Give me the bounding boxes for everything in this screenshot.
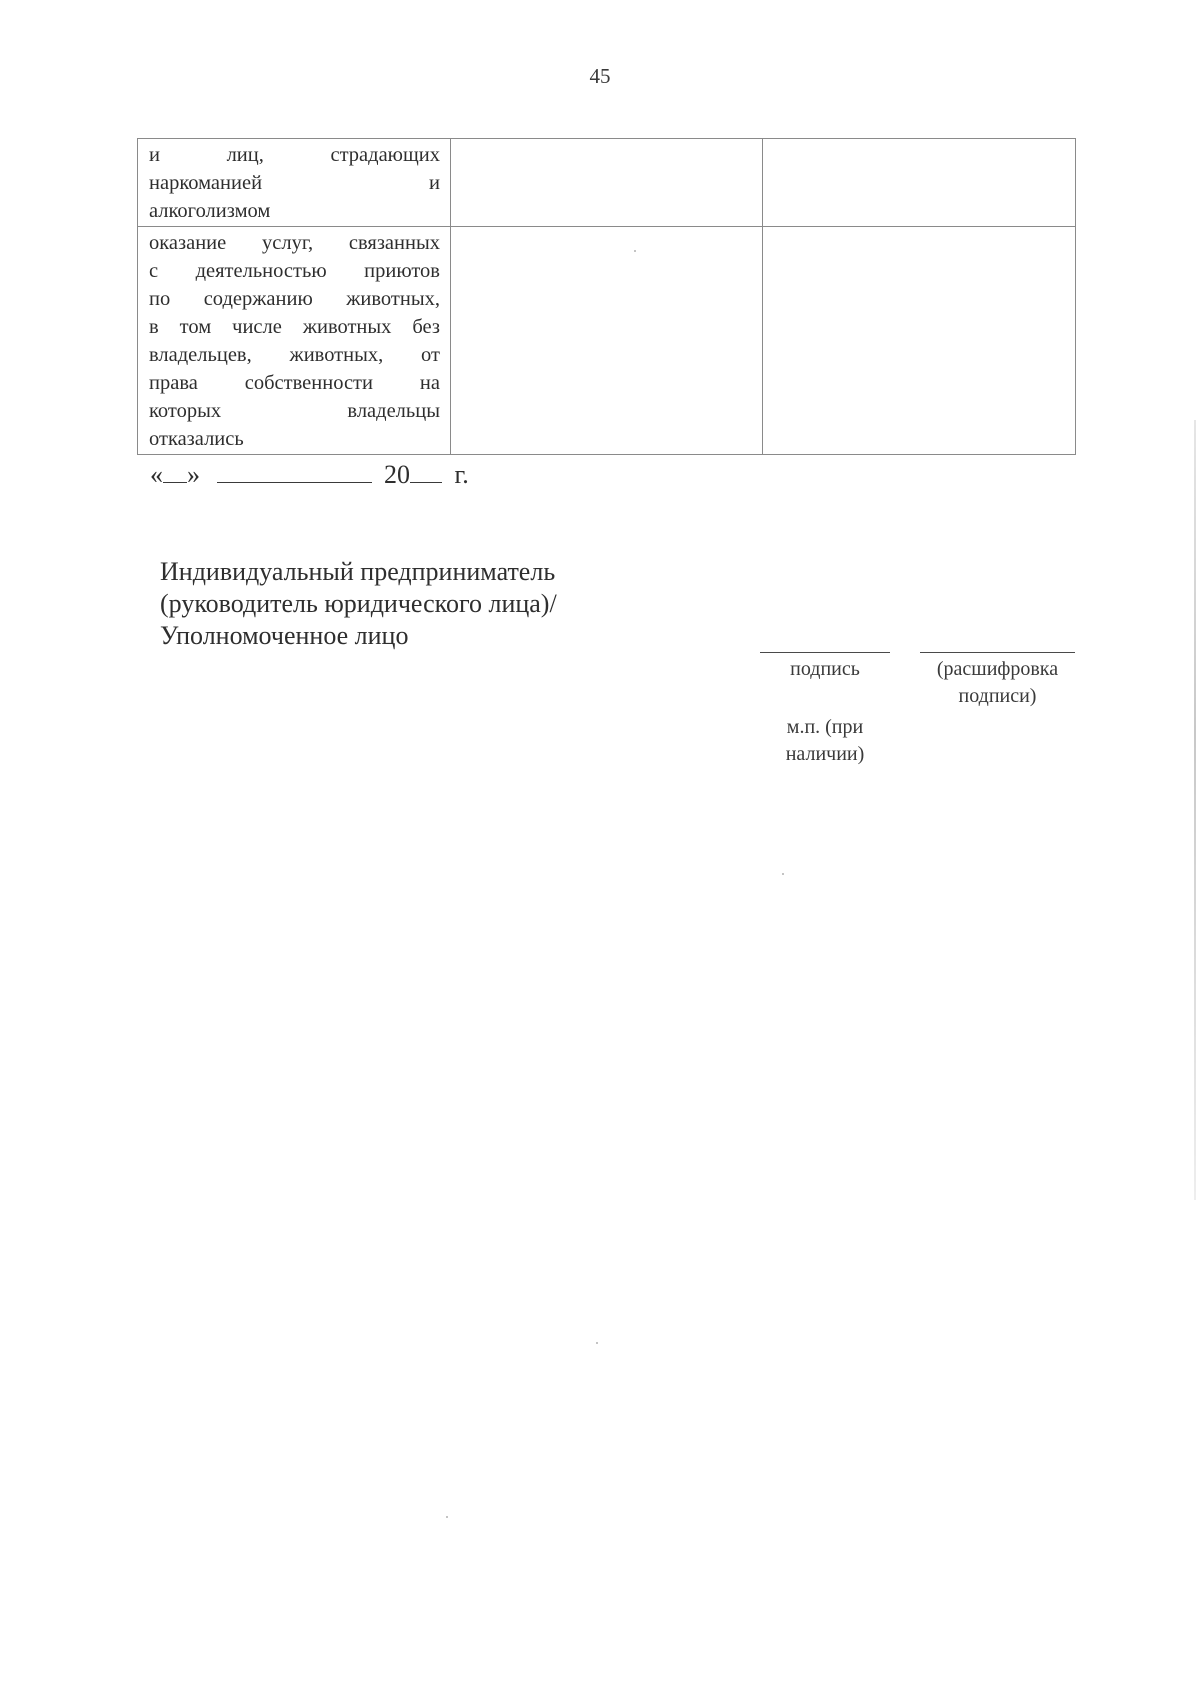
page-number: 45 (589, 64, 611, 88)
decoding-caption-line: (расшифровка (936, 658, 1059, 680)
table-cell-empty (451, 139, 763, 227)
day-blank (163, 462, 187, 483)
signature-caption: подпись (790, 658, 860, 680)
decoding-line (920, 652, 1075, 653)
table-cell-service (138, 139, 451, 227)
table-cell-empty (763, 139, 1076, 227)
cell-line: по содержанию животных, (149, 288, 440, 310)
table-cell-service (138, 227, 451, 455)
stamp-caption (770, 714, 880, 768)
signer-title (160, 556, 557, 652)
scan-edge-artifact (1194, 420, 1196, 1200)
services-table (137, 138, 1076, 455)
cell-line: которых владельцы (149, 400, 440, 422)
date-quote-close: » (187, 460, 200, 489)
cell-line: алкоголизмом (149, 200, 271, 222)
signer-line: (руководитель юридического лица)/ (160, 589, 557, 618)
cell-line: оказание услуг, связанных (149, 232, 440, 254)
scan-speck (634, 250, 636, 252)
scan-speck (782, 873, 784, 875)
cell-line: в том числе животных без (149, 316, 440, 338)
table-cell-empty (763, 227, 1076, 455)
cell-line: наркоманией и (149, 172, 440, 194)
decoding-caption (915, 656, 1080, 710)
year-suffix: г. (454, 460, 469, 489)
signer-line: Уполномоченное лицо (160, 621, 409, 650)
cell-line: владельцев, животных, от (149, 344, 440, 366)
stamp-caption-line: м.п. (при (786, 716, 864, 738)
stamp-caption-line: наличии) (785, 743, 865, 765)
cell-line: и лиц, страдающих (149, 144, 440, 166)
decoding-caption-line: подписи) (958, 685, 1037, 707)
table-row (138, 227, 1076, 455)
scan-speck (446, 1516, 448, 1518)
table-cell-empty (451, 227, 763, 455)
date-line (150, 460, 469, 490)
year-prefix: 20 (384, 460, 410, 489)
cell-line: отказались (149, 428, 244, 450)
cell-line: с деятельностью приютов (149, 260, 440, 282)
cell-line: права собственности на (149, 372, 440, 394)
table-row (138, 139, 1076, 227)
scan-speck (596, 1342, 598, 1344)
signer-line: Индивидуальный предприниматель (160, 557, 556, 586)
date-quote-open: « (150, 460, 163, 489)
month-blank (217, 462, 372, 483)
signature-line (760, 652, 890, 653)
year-blank (410, 462, 442, 483)
